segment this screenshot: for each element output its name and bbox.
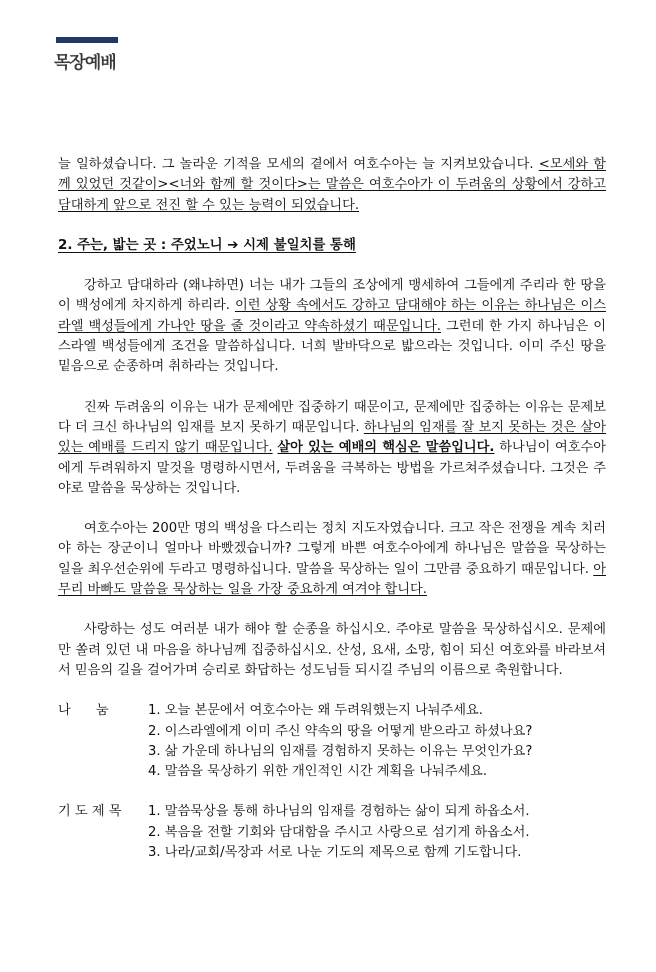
intro-text: 늘 일하셨습니다. 그 놀라운 기적을 모세의 곁에서 여호수아는 늘 지켜보았습니다. [58,157,539,172]
paragraph-3 [58,519,606,600]
list-item: 1. 오늘 본문에서 여호수아는 왜 두려워했는지 나눠주세요. [148,703,483,719]
list-item: 3. 나라/교회/목장과 서로 나눈 기도의 제목으로 함께 기도합니다. [148,845,522,861]
list-item: 4. 말씀을 묵상하기 위한 개인적인 시간 계획을 나눠주세요. [148,764,488,780]
paragraph-1-text: 강하고 담대하라 (왜냐하면) 너는 내가 그들의 조상에게 맹세하여 그들에게 주리라 한 땅을 이 백성에게 차지하게 하리라. [58,278,606,314]
intro-paragraph [58,155,606,216]
list-item: 2. 이스라엘에게 이미 주신 약속의 땅을 어떻게 받으라고 하셨나요? [148,723,533,739]
paragraph-3-text: 여호수아는 200만 명의 백성을 다스리는 정치 지도자였습니다. 크고 작은 전쟁을 계속 치러야 하는 장군이니 얼마나 바빴겠습니까? 그렇게 바쁜 여호수아에게 하나님은 말씀을 묵상하는 일을 최우선순위에 두라고 명령하십니다. 말씀을 묵상하는 일이 그만큼 중요하기 때문입니다. [58,521,606,577]
paragraph-2-emphasis: 하나님의 임재를 잘 보지 못하는 것은 살아 있는 예배를 드리지 않기 때문입니다. [58,419,607,456]
header-accent-bar [56,37,118,43]
intro-quote-1: <모세와 함께 있었던 것같이> [58,157,606,193]
sharing-list [148,701,606,782]
sharing-label: 나 눔 [58,703,109,719]
paragraph-4: 사랑하는 성도 여러분 내가 해야 할 순종을 하십시오. 주야로 말씀을 묵상하십시오. 문제에만 쏠려 있던 내 마음을 하나님께 집중하십시오. 산성, 요새, 소망, 힘이 되신 여호와를 바라보셔서 믿음의 길을 걸어가며 승리로 화답하는 성도님들 되시길 주님의 이름으로 축원합니다. [58,622,606,678]
list-item: 3. 삶 가운데 하나님의 임재를 경험하지 못하는 이유는 무엇인가요? [148,743,533,759]
intro-emphasis: 는 말씀은 여호수아가 이 두려움의 상황에서 강하고 담대하게 앞으로 전진 할 수 있는 능력이 되었습니다. [58,177,607,213]
paragraph-1-emphasis: 이런 상황 속에서도 강하고 담대해야 하는 이유는 하나님은 이스라엘 백성들에게 가나안 땅을 줄 것이라고 약속하셨기 때문입니다. [58,298,606,334]
paragraph-3-emphasis: 아무리 바빠도 말씀을 묵상하는 일을 가장 중요하게 여겨야 합니다. [58,561,606,598]
prayer-list [148,802,606,863]
sharing-section [58,701,606,782]
page-title: 목장예배 [54,53,116,73]
list-item: 2. 복음을 전할 기회와 담대함을 주시고 사랑으로 섬기게 하옵소서. [148,824,530,840]
paragraph-2-key-sentence: 살아 있는 예배의 핵심은 말씀입니다. [277,440,495,456]
prayer-section [58,802,606,863]
paragraph-1 [58,276,606,377]
intro-quote-2: <너와 함께 할 것이다> [168,177,308,193]
section-heading: 2. 주는, 밟는 곳 : 주었노니 ➔ 시제 불일치를 통해 [58,237,356,253]
prayer-label: 기 도 제 목 [58,804,122,820]
paragraph-2-text: 진짜 두려움의 이유는 내가 문제에만 집중하기 때문이고, 문제에만 집중하는 이유는 문제보다 더 크신 하나님의 임재를 보지 못하기 때문입니다. [58,399,606,435]
document-body [58,155,606,863]
paragraph-2 [58,398,606,499]
list-item: 1. 말씀묵상을 통해 하나님의 임재를 경험하는 삶이 되게 하옵소서. [148,804,530,820]
paragraph-2-text-2: 하나님이 여호수아에게 두려워하지 말것을 명령하시면서, 두려움을 극복하는 방법을 가르쳐주셨습니다. 그것은 주야로 말씀을 묵상하는 것입니다. [58,440,606,496]
paragraph-1-text-2: 그런데 한 가지 하나님은 이스라엘 백성들에게 조건을 말씀하십니다. 너희 발바닥으로 밟으라는 것입니다. 이미 주신 땅을 밑음으로 순종하며 취하라는 것입니다. [58,318,606,375]
